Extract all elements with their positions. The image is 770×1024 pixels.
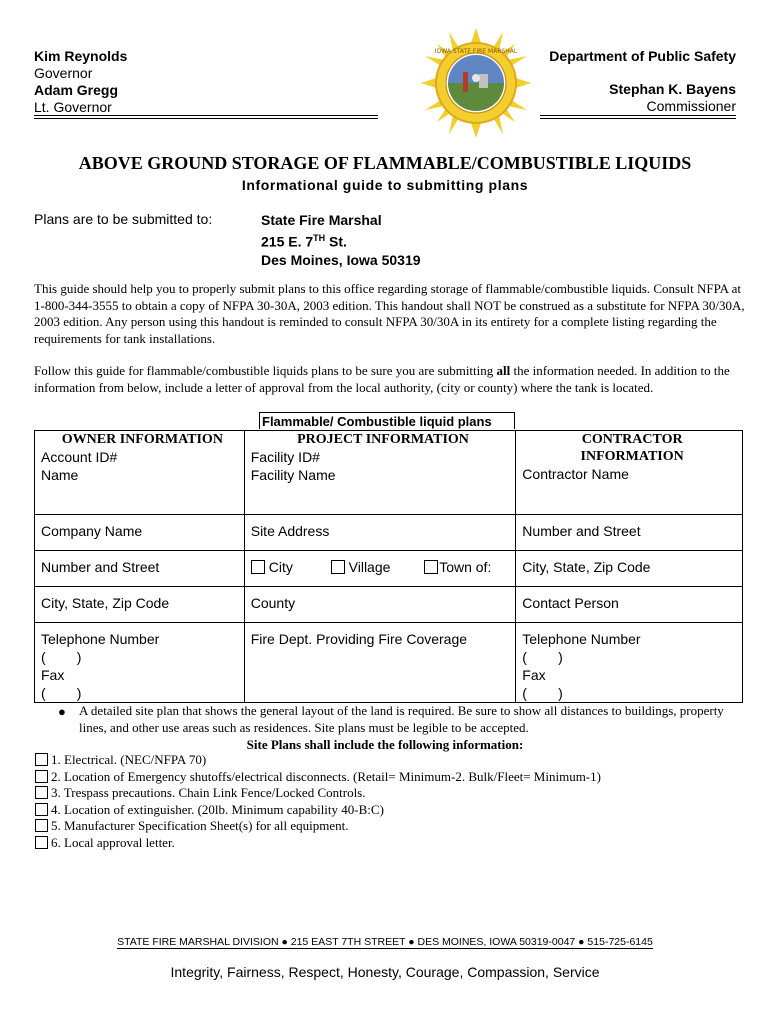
owner-city-label: City, State, Zip Code [35, 587, 245, 623]
fire-marshal-seal-icon [421, 28, 531, 138]
table-caption: Flammable/ Combustible liquid plans [259, 412, 515, 429]
owner-header-cell [35, 431, 245, 515]
intro-paragraph: This guide should help you to properly submit plans to this office regarding storage of flammable/combustible liquids. Consult NFPA at 1-800-344-3555 to obtain a copy of NFPA 30-30A, 2003 edition. This handout shall NOT be construed as a substitute for NFPA 30/30A, 2003 edition. Any person using this handout is reminded to consult NFPA 30/30A in its entirety for a complete listing regarding the requirements for tank installations. [34, 281, 745, 346]
village-label: Village [348, 559, 391, 575]
county-label: County [244, 587, 516, 623]
facility-name-label: Facility Name [250, 467, 336, 483]
header-right-rule [540, 115, 736, 116]
checklist-checkbox[interactable] [35, 836, 48, 849]
contact-person-label: Contact Person [516, 587, 743, 623]
jurisdiction-cell [244, 551, 516, 587]
owner-phone-cell [35, 623, 245, 703]
submit-line3: Des Moines, Iowa 50319 [261, 251, 421, 268]
submit-line2: 215 E. 7TH St. [261, 233, 347, 250]
contractor-header-cell [516, 431, 743, 515]
project-header-cell [244, 431, 516, 515]
governor-name: Kim Reynolds [34, 48, 128, 64]
list-item: 2. Location of Emergency shutoffs/electrical disconnects. (Retail= Minimum-2. Bulk/Fleet= Minimum-1) [35, 769, 735, 786]
table-row [35, 515, 743, 551]
company-name-label: Company Name [35, 515, 245, 551]
owner-fax-area: ( ) [41, 685, 82, 701]
town-label: Town of: [439, 559, 492, 575]
header-left-rule [34, 115, 378, 116]
village-checkbox[interactable] [331, 560, 345, 574]
seal-text: IOWA STATE FIRE MARSHAL [434, 48, 518, 55]
footer-values: Integrity, Fairness, Respect, Honesty, Courage, Compassion, Service [170, 964, 600, 980]
header-right-rule-2 [540, 118, 736, 119]
contractor-city-label: City, State, Zip Code [516, 551, 743, 587]
commissioner-name: Stephan K. Bayens [609, 81, 736, 97]
lt-governor-name: Adam Gregg [34, 82, 119, 98]
owner-street-label: Number and Street [35, 551, 245, 587]
owner-heading: OWNER INFORMATION [61, 432, 223, 447]
owner-fax-label: Fax [41, 667, 65, 683]
contractor-phone-area: ( ) [522, 649, 563, 665]
commissioner-role: Commissioner [646, 98, 736, 114]
project-heading: PROJECT INFORMATION [297, 432, 469, 447]
facility-id-label: Facility ID# [250, 449, 320, 465]
table-row [35, 623, 743, 703]
table-row [35, 551, 743, 587]
contractor-name-label: Contractor Name [522, 466, 629, 482]
site-address-label: Site Address [244, 515, 516, 551]
contractor-fax-label: Fax [522, 667, 546, 683]
contractor-phone-cell [516, 623, 743, 703]
owner-name-label: Name [41, 467, 79, 483]
header-left-rule-2 [34, 118, 378, 119]
site-plan-heading: Site Plans shall include the following information: [246, 737, 524, 752]
city-label: City [268, 559, 293, 575]
list-item: 6. Local approval letter. [35, 835, 735, 852]
contractor-phone-label: Telephone Number [522, 631, 641, 647]
department-name: Department of Public Safety [549, 48, 736, 64]
checklist-checkbox[interactable] [35, 770, 48, 783]
contractor-heading-1: CONTRACTOR [581, 432, 683, 447]
checklist-checkbox[interactable] [35, 803, 48, 816]
bullet-icon: ● [58, 704, 66, 719]
contractor-street-label: Number and Street [516, 515, 743, 551]
fire-dept-label: Fire Dept. Providing Fire Coverage [244, 623, 516, 703]
table-row [35, 431, 743, 515]
lt-governor-role: Lt. Governor [34, 99, 112, 115]
submit-label: Plans are to be submitted to: [34, 211, 213, 227]
table-row [35, 587, 743, 623]
city-checkbox[interactable] [251, 560, 265, 574]
list-item: 1. Electrical. (NEC/NFPA 70) [35, 752, 735, 769]
site-plan-bullet: A detailed site plan that shows the general layout of the land is required. Be sure to show all distances to buildings, property lines, and other use areas such as residences. Site plans must be legible to be accepted. [79, 703, 724, 735]
list-item: 5. Manufacturer Specification Sheet(s) for all equipment. [35, 818, 735, 835]
follow-paragraph: Follow this guide for flammable/combustible liquids plans to be sure you are submitting all the information needed. In addition to the information from below, include a letter of approval from the local authority, (city or county) where the tank is located. [34, 363, 730, 395]
owner-phone-label: Telephone Number [41, 631, 160, 647]
owner-phone-area: ( ) [41, 649, 82, 665]
account-id-label: Account ID# [41, 449, 118, 465]
list-item: 3. Trespass precautions. Chain Link Fence/Locked Controls. [35, 785, 735, 802]
header-left [34, 48, 127, 116]
document-title: ABOVE GROUND STORAGE OF FLAMMABLE/COMBUSTIBLE LIQUIDS [78, 153, 692, 173]
footer-address: STATE FIRE MARSHAL DIVISION ● 215 EAST 7TH STREET ● DES MOINES, IOWA 50319-0047 ● 515-725-6145 [117, 936, 653, 948]
town-checkbox[interactable] [424, 560, 438, 574]
checklist-checkbox[interactable] [35, 753, 48, 766]
plans-information-table [34, 430, 743, 703]
checklist-checkbox[interactable] [35, 786, 48, 799]
contractor-fax-area: ( ) [522, 685, 563, 701]
list-item: 4. Location of extinguisher. (20lb. Minimum capability 40-B:C) [35, 802, 735, 819]
contractor-heading-2: INFORMATION [580, 449, 684, 464]
governor-role: Governor [34, 65, 93, 81]
checklist-checkbox[interactable] [35, 819, 48, 832]
submit-address [261, 211, 421, 269]
document-subtitle: Informational guide to submitting plans [241, 177, 529, 193]
submit-line1: State Fire Marshal [261, 212, 382, 228]
